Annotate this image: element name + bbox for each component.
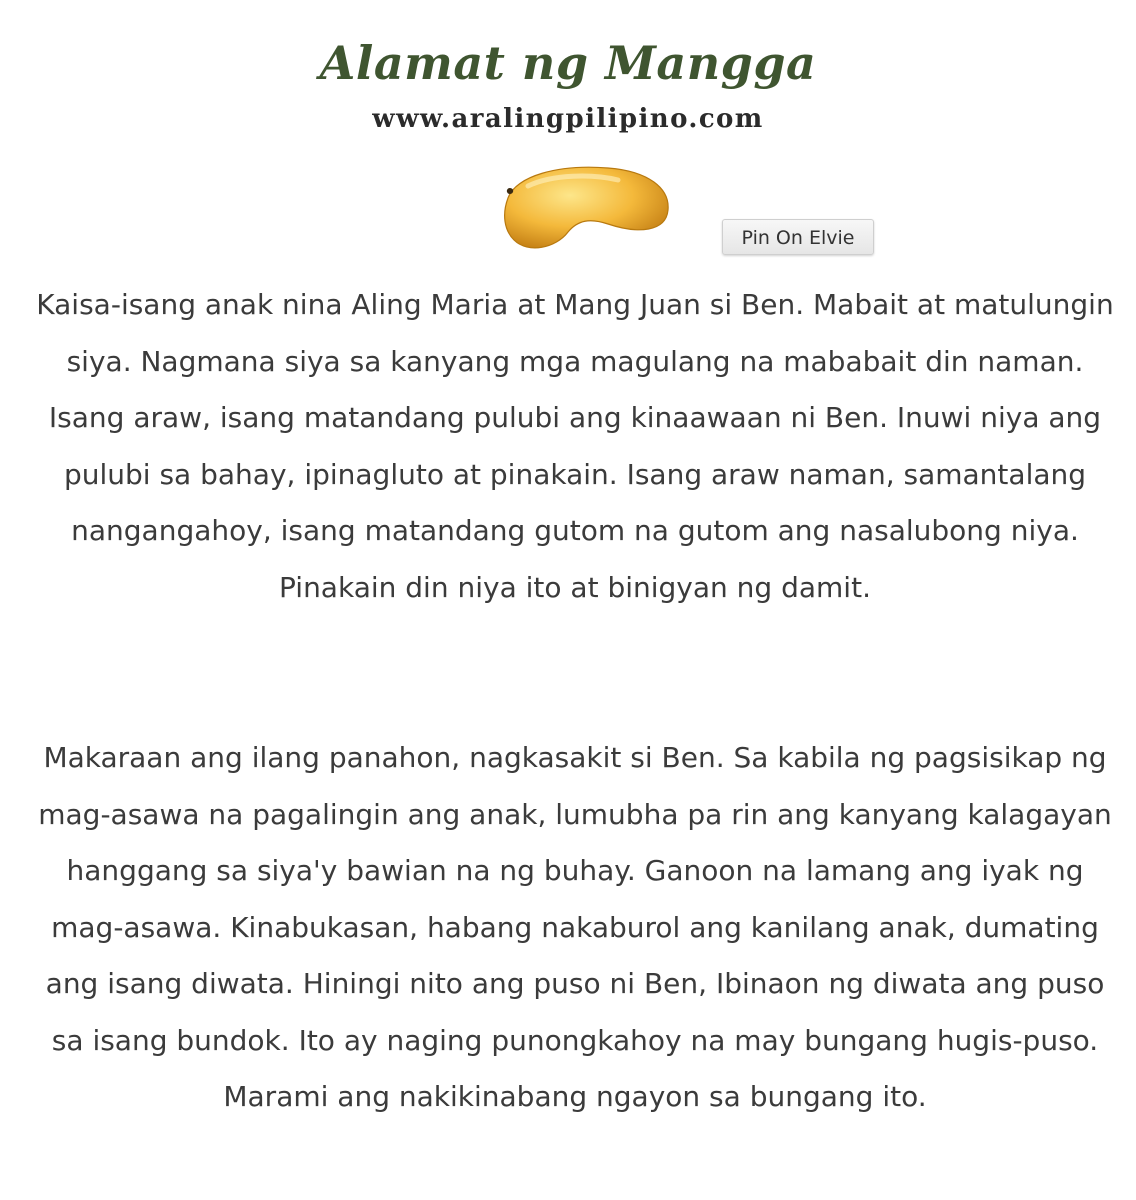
story-paragraph-1: Kaisa-isang anak nina Aling Maria at Mang Juan si Ben. Mabait at matulungin siya. Nagmana siya sa kanyang mga magulang na mababait din naman. Isang araw, isang matandang pulubi ang kinaawaan ni Ben. Inuwi niya ang pulubi sa bahay, ipinagluto at pinakain. Isang araw naman, samantalang nangangahoy, isang matandang gutom na gutom ang nasalubong niya. Pinakain din niya ito at binigyan ng damit. bbox=[36, 288, 1114, 604]
page-title: Alamat ng Mangga bbox=[319, 36, 817, 90]
pin-button[interactable]: Pin On Elvie bbox=[722, 219, 874, 255]
mango-icon bbox=[498, 158, 676, 258]
website-url: www.aralingpilipino.com bbox=[372, 104, 764, 134]
story-paragraph-2: Makaraan ang ilang panahon, nagkasakit si Ben. Sa kabila ng pagsisikap ng mag-asawa na pagalingin ang anak, lumubha pa rin ang kanyang kalagayan hanggang sa siya'y bawian na ng buhay. Ganoon na lamang ang iyak ng mag-asawa. Kinabukasan, habang nakaburol ang kanilang anak, dumating ang isang diwata. Hiningi nito ang puso ni Ben, Ibinaon ng diwata ang puso sa isang bundok. Ito ay naging punongkahoy na may bungang hugis-puso. Marami ang nakikinabang ngayon sa bungang ito. bbox=[38, 741, 1112, 1113]
